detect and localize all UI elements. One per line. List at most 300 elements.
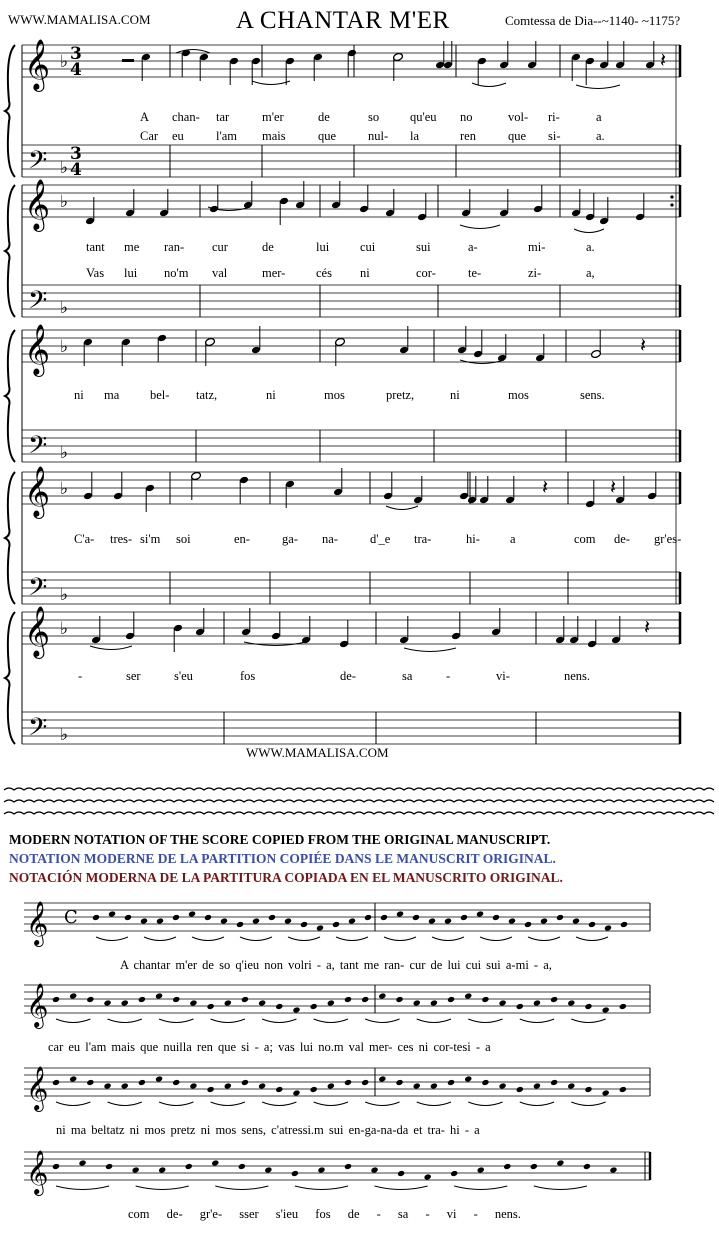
modern-note-head: [602, 1006, 610, 1013]
modern-note-head: [619, 1086, 627, 1093]
page-title: A CHANTAR M'ER: [236, 7, 450, 34]
lyric-syllable: de-: [614, 532, 630, 546]
modern-note-head: [361, 996, 369, 1003]
slur: [176, 50, 210, 54]
lyric-syllable: si-: [548, 129, 561, 143]
modern-slur: [108, 1019, 142, 1023]
modern-note-head: [361, 1079, 369, 1086]
modern-note-head: [332, 921, 340, 928]
time-signature-top: 3: [70, 44, 82, 64]
key-signature-flat-icon: ♭: [60, 158, 69, 178]
heading-french: NOTATION MODERNE DE LA PARTITION COPIÉE DANS LE MANUSCRIT ORIGINAL.: [9, 851, 556, 866]
lyric-syllable: tatz,: [196, 388, 218, 402]
modern-slur: [56, 1102, 90, 1106]
modern-slur: [159, 1102, 193, 1106]
modern-note-head: [52, 1163, 60, 1170]
lyric-syllable: -: [446, 669, 451, 683]
lyric-syllable: no: [460, 110, 473, 124]
modern-note-head: [530, 1163, 538, 1170]
modern-note-head: [364, 914, 372, 921]
slur: [252, 81, 290, 85]
bass-clef-icon: 𝄢: [28, 573, 48, 608]
treble-clef-icon: 𝄞: [24, 324, 51, 375]
modern-note-head: [258, 999, 266, 1006]
modern-note-head: [395, 1079, 403, 1086]
key-signature-flat-icon: ♭: [60, 337, 69, 357]
modern-note-head: [264, 1166, 272, 1173]
bass-clef-icon: 𝄢: [28, 431, 48, 466]
modern-note-head: [327, 1082, 335, 1089]
quarter-rest-icon: 𝄽: [542, 475, 549, 499]
slur: [386, 506, 418, 510]
lyric-syllable: Car: [140, 129, 159, 143]
lyric-syllable: me: [124, 240, 140, 254]
modern-note-head: [533, 1082, 541, 1089]
lyric-syllable: hi-: [466, 532, 480, 546]
modern-slur: [262, 1102, 296, 1106]
modern-note-head: [258, 1082, 266, 1089]
modern-note-head: [92, 914, 100, 921]
lyric-syllable: so: [368, 110, 380, 124]
modern-note-head: [138, 1079, 146, 1086]
lyric-syllable: soi: [176, 532, 191, 546]
lyric-syllable: na-: [322, 532, 338, 546]
modern-note-head: [516, 1086, 524, 1093]
time-signature-top: 3: [70, 144, 82, 164]
lyric-syllable: ran-: [164, 240, 185, 254]
modern-slur: [136, 1186, 189, 1190]
lyric-syllable: de: [262, 240, 274, 254]
lyric-syllable: tar: [216, 110, 230, 124]
modern-note-head: [413, 999, 421, 1006]
modern-note-head: [396, 910, 404, 917]
modern-note-head: [609, 1166, 617, 1173]
treble-clef-icon: 𝄞: [26, 983, 49, 1027]
modern-note-head: [476, 910, 484, 917]
lyric-syllable: ri-: [548, 110, 560, 124]
modern-note-head: [121, 1082, 129, 1089]
modern-note-head: [284, 917, 292, 924]
modern-note-head: [211, 1159, 219, 1166]
modern-note-head: [499, 999, 507, 1006]
modern-note-head: [300, 921, 308, 928]
modern-note-head: [69, 992, 77, 999]
staff-brace: [5, 472, 15, 604]
quarter-rest-icon: 𝄽: [660, 48, 667, 72]
modern-slur: [56, 1019, 90, 1023]
slur: [576, 85, 620, 89]
lyric-syllable: a: [596, 110, 602, 124]
modern-note-head: [556, 1159, 564, 1166]
lyric-syllable: a.: [586, 240, 595, 254]
lyric-syllable: s'eu: [174, 669, 193, 683]
lyric-syllable: la: [410, 129, 420, 143]
modern-note-head: [492, 914, 500, 921]
slur: [404, 648, 456, 652]
lyric-syllable: a: [510, 532, 516, 546]
lyric-syllable: ren: [460, 129, 476, 143]
modern-note-head: [252, 917, 260, 924]
lyric-syllable: ni: [266, 388, 276, 402]
lyric-syllable: val: [212, 266, 228, 280]
modern-note-head: [140, 917, 148, 924]
lyric-syllable: -: [78, 669, 83, 683]
modern-note-head: [524, 921, 532, 928]
treble-clef-icon: 𝄞: [24, 179, 51, 230]
key-signature-flat-icon: ♭: [60, 192, 69, 212]
modern-note-head: [69, 1075, 77, 1082]
modern-note-head: [236, 921, 244, 928]
modern-note-head: [155, 1075, 163, 1082]
lyric-syllable: sa: [402, 669, 413, 683]
lyric-syllable: no'm: [164, 266, 189, 280]
treble-clef-icon: 𝄞: [26, 1066, 49, 1110]
wavy-divider: [4, 800, 714, 802]
modern-note-head: [344, 996, 352, 1003]
modern-note-head: [275, 1086, 283, 1093]
lyric-syllable: vol-: [508, 110, 529, 124]
treble-clef-icon: 𝄞: [26, 1150, 49, 1194]
modern-slur: [432, 937, 464, 941]
modern-note-head: [516, 1003, 524, 1010]
lyric-syllable: lui: [316, 240, 330, 254]
lyric-syllable: C'a-: [74, 532, 95, 546]
lyric-syllable: en-: [234, 532, 250, 546]
modern-note-head: [460, 914, 468, 921]
lyric-syllable: de-: [340, 669, 356, 683]
modern-note-head: [103, 1082, 111, 1089]
lyric-syllable: a-: [468, 240, 478, 254]
repeat-dot: [670, 195, 673, 198]
modern-note-head: [241, 1079, 249, 1086]
modern-note-head: [344, 1079, 352, 1086]
modern-note-head: [86, 996, 94, 1003]
modern-note-head: [310, 1086, 318, 1093]
modern-note-head: [238, 1163, 246, 1170]
modern-slur: [211, 1019, 245, 1023]
lyric-syllable: cui: [360, 240, 376, 254]
modern-note-head: [370, 1166, 378, 1173]
modern-note-head: [584, 1003, 592, 1010]
staff-brace: [5, 612, 15, 744]
modern-slur: [144, 937, 176, 941]
modern-note-head: [481, 1079, 489, 1086]
modern-note-head: [567, 999, 575, 1006]
modern-slur: [96, 937, 128, 941]
slur: [574, 229, 604, 233]
modern-note-head: [588, 921, 596, 928]
modern-note-head: [108, 910, 116, 917]
modern-note-head: [378, 1075, 386, 1082]
modern-note-head: [619, 1003, 627, 1010]
modern-slur: [571, 1102, 605, 1106]
modern-note-head: [268, 914, 276, 921]
modern-note-head: [503, 1163, 511, 1170]
modern-slur: [571, 1019, 605, 1023]
modern-note-head: [291, 1170, 299, 1177]
lyric-syllable: sui: [416, 240, 431, 254]
key-signature-flat-icon: ♭: [60, 479, 69, 499]
lyric-syllable: gr'es-: [654, 532, 682, 546]
lyric-syllable: ni: [74, 388, 84, 402]
lyric-syllable: mi-: [528, 240, 546, 254]
lyric-syllable: nens.: [564, 669, 591, 683]
modern-note-head: [224, 1082, 232, 1089]
lyric-syllable: ma: [104, 388, 120, 402]
quarter-rest-icon: 𝄽: [644, 615, 651, 639]
key-signature-flat-icon: ♭: [60, 298, 69, 318]
modern-note-head: [124, 914, 132, 921]
modern-note-head: [413, 1082, 421, 1089]
wavy-divider: [4, 788, 714, 790]
modern-slur: [314, 1102, 348, 1106]
modern-slur: [262, 1019, 296, 1023]
lyric-syllable: d'_e: [370, 532, 391, 546]
modern-slur: [108, 1102, 142, 1106]
modern-note-head: [444, 917, 452, 924]
treble-clef-icon: 𝄞: [24, 39, 51, 90]
modern-note-head: [275, 1003, 283, 1010]
modern-note-head: [464, 1075, 472, 1082]
lyric-syllable: nul-: [368, 129, 389, 143]
modern-note-head: [620, 921, 628, 928]
modern-slur: [520, 1102, 554, 1106]
modern-note-head: [602, 1089, 610, 1096]
lyric-syllable: zi-: [528, 266, 542, 280]
lyric-syllable: cés: [316, 266, 332, 280]
lyric-syllable: cur: [212, 240, 228, 254]
modern-slur: [417, 1019, 451, 1023]
modern-slur: [211, 1102, 245, 1106]
modern-note-head: [348, 917, 356, 924]
treble-clef-icon: 𝄞: [24, 466, 51, 517]
lyric-syllable: de: [318, 110, 330, 124]
modern-note-head: [172, 996, 180, 1003]
modern-note-head: [508, 917, 516, 924]
composer-credit: Comtessa de Dia--~1140- ~1175?: [505, 13, 681, 28]
time-signature-bottom: 4: [70, 160, 82, 180]
modern-note-head: [105, 1163, 113, 1170]
modern-note-head: [52, 1079, 60, 1086]
modern-slur: [314, 1019, 348, 1023]
lyric-syllable: ni: [360, 266, 370, 280]
modern-note-head: [567, 1082, 575, 1089]
modern-note-head: [556, 914, 564, 921]
lyric-syllable: A: [140, 110, 150, 124]
slur: [472, 83, 506, 87]
modern-note-head: [583, 1163, 591, 1170]
modern-slur: [528, 937, 560, 941]
lyric-syllable: ga-: [282, 532, 298, 546]
modern-note-head: [395, 996, 403, 1003]
modern-note-head: [316, 924, 324, 931]
modern-slur: [295, 1186, 348, 1190]
treble-clef-icon: 𝄞: [24, 606, 51, 657]
modern-note-head: [292, 1006, 300, 1013]
lyric-syllable: a.: [596, 129, 605, 143]
key-signature-flat-icon: ♭: [60, 585, 69, 605]
modern-slur: [192, 937, 224, 941]
modern-note-head: [327, 999, 335, 1006]
modern-note-head: [447, 996, 455, 1003]
lyric-syllable: eu: [172, 129, 184, 143]
lyric-syllable: mais: [262, 129, 286, 143]
lyric-syllable: pretz,: [386, 388, 415, 402]
modern-note-head: [189, 1082, 197, 1089]
modern-note-head: [172, 914, 180, 921]
modern-lyric-line-4: com de- gr'e- sser s'ieu fos de - sa - vi - nens.: [128, 1207, 521, 1221]
site-link-top[interactable]: WWW.MAMALISA.COM: [8, 12, 151, 27]
modern-slur: [336, 937, 368, 941]
modern-note-head: [572, 917, 580, 924]
repeat-dot: [670, 203, 673, 206]
lyric-syllable: chan-: [172, 110, 200, 124]
modern-slur: [468, 1102, 502, 1106]
key-signature-flat-icon: ♭: [60, 52, 69, 72]
modern-slur: [365, 1019, 399, 1023]
slur: [460, 225, 500, 229]
modern-note-head: [132, 1166, 140, 1173]
modern-slur: [56, 1186, 109, 1190]
lyric-syllable: si'm: [140, 532, 161, 546]
lyric-syllable: tra-: [414, 532, 432, 546]
modern-note-head: [292, 1089, 300, 1096]
modern-note-head: [464, 992, 472, 999]
time-signature-common: C: [64, 907, 78, 928]
modern-note-head: [540, 917, 548, 924]
slur: [90, 646, 132, 650]
lyric-syllable: mos: [324, 388, 345, 402]
modern-lyric-line-3: ni ma beltatz ni mos pretz ni mos sens, c'atressi.m sui en-ga-na-da et tra- hi - a: [56, 1123, 480, 1137]
modern-note-head: [310, 1003, 318, 1010]
modern-slur: [288, 937, 320, 941]
modern-slur: [454, 1186, 507, 1190]
modern-note-head: [428, 917, 436, 924]
lyric-syllable: com: [574, 532, 596, 546]
modern-note-head: [397, 1170, 405, 1177]
lyric-syllable: te-: [468, 266, 482, 280]
modern-note-head: [185, 1163, 193, 1170]
site-link-bottom[interactable]: WWW.MAMALISA.COM: [246, 745, 389, 760]
modern-slur: [375, 1186, 428, 1190]
lyric-syllable: mos: [508, 388, 529, 402]
modern-slur: [159, 1019, 193, 1023]
modern-slur: [468, 1019, 502, 1023]
time-signature-bottom: 4: [70, 60, 82, 80]
modern-note-head: [550, 996, 558, 1003]
modern-note-head: [207, 1003, 215, 1010]
staff-brace: [5, 45, 15, 177]
key-signature-flat-icon: ♭: [60, 443, 69, 463]
modern-lyric-line-1: A chantar m'er de so q'ieu non volri - a, tant me ran- cur de lui cui sui a-mi - a,: [120, 958, 552, 972]
modern-slur: [520, 1019, 554, 1023]
modern-note-head: [430, 1082, 438, 1089]
modern-slur: [576, 937, 608, 941]
lyric-syllable: bel-: [150, 388, 170, 402]
modern-note-head: [121, 999, 129, 1006]
key-signature-flat-icon: ♭: [60, 725, 69, 745]
lyric-syllable: tant: [86, 240, 105, 254]
modern-note-head: [412, 914, 420, 921]
lyric-syllable: mer-: [262, 266, 286, 280]
modern-note-head: [103, 999, 111, 1006]
lyric-syllable: m'er: [262, 110, 284, 124]
modern-note-head: [189, 999, 197, 1006]
modern-note-head: [604, 924, 612, 931]
modern-note-head: [550, 1079, 558, 1086]
modern-note-head: [220, 917, 228, 924]
modern-note-head: [155, 992, 163, 999]
lyric-syllable: vi-: [496, 669, 510, 683]
staff-brace: [5, 330, 15, 462]
lyric-syllable: lui: [124, 266, 138, 280]
modern-note-head: [241, 996, 249, 1003]
modern-note-head: [481, 996, 489, 1003]
lyric-syllable: tres-: [110, 532, 133, 546]
modern-slur: [480, 937, 512, 941]
modern-note-head: [477, 1166, 485, 1173]
modern-note-head: [52, 996, 60, 1003]
bass-clef-icon: 𝄢: [28, 286, 48, 321]
modern-slur: [534, 1186, 587, 1190]
rest-mark: [122, 59, 134, 62]
modern-note-head: [138, 996, 146, 1003]
lyric-syllable: ni: [450, 388, 460, 402]
quarter-rest-icon: 𝄽: [610, 475, 617, 499]
modern-note-head: [450, 1170, 458, 1177]
modern-note-head: [317, 1166, 325, 1173]
modern-note-head: [207, 1086, 215, 1093]
modern-note-head: [447, 1079, 455, 1086]
heading-english: MODERN NOTATION OF THE SCORE COPIED FROM THE ORIGINAL MANUSCRIPT.: [9, 832, 551, 847]
modern-slur: [384, 937, 416, 941]
lyric-syllable: sens.: [580, 388, 605, 402]
lyric-syllable: l'am: [216, 129, 237, 143]
lyric-syllable: cor-: [416, 266, 436, 280]
wavy-divider: [4, 812, 714, 814]
lyric-syllable: fos: [240, 669, 256, 683]
modern-note-head: [378, 992, 386, 999]
modern-note-head: [204, 914, 212, 921]
lyric-syllable: a,: [586, 266, 595, 280]
lyric-syllable: Vas: [86, 266, 105, 280]
modern-note-head: [344, 1163, 352, 1170]
heading-spanish: NOTACIÓN MODERNA DE LA PARTITURA COPIADA EN EL MANUSCRITO ORIGINAL.: [9, 870, 563, 885]
quarter-rest-icon: 𝄽: [640, 333, 647, 357]
modern-note-head: [158, 1166, 166, 1173]
treble-clef-icon: 𝄞: [26, 901, 49, 945]
modern-note-head: [533, 999, 541, 1006]
lyric-syllable: que: [318, 129, 337, 143]
modern-note-head: [156, 917, 164, 924]
modern-note-head: [430, 999, 438, 1006]
lyric-syllable: ser: [126, 669, 141, 683]
modern-note-head: [380, 914, 388, 921]
key-signature-flat-icon: ♭: [60, 619, 69, 639]
modern-slur: [215, 1186, 268, 1190]
modern-note-head: [424, 1173, 432, 1180]
modern-note-head: [188, 910, 196, 917]
modern-slur: [417, 1102, 451, 1106]
lyric-syllable: qu'eu: [410, 110, 437, 124]
modern-note-head: [172, 1079, 180, 1086]
modern-slur: [240, 937, 272, 941]
lyric-syllable: que: [508, 129, 527, 143]
modern-note-head: [78, 1159, 86, 1166]
staff-brace: [5, 185, 15, 317]
modern-lyric-line-2: car eu l'am mais que nuilla ren que si - a; vas lui no.m val mer- ces ni cor-tesi - a: [48, 1040, 491, 1054]
modern-note-head: [224, 999, 232, 1006]
